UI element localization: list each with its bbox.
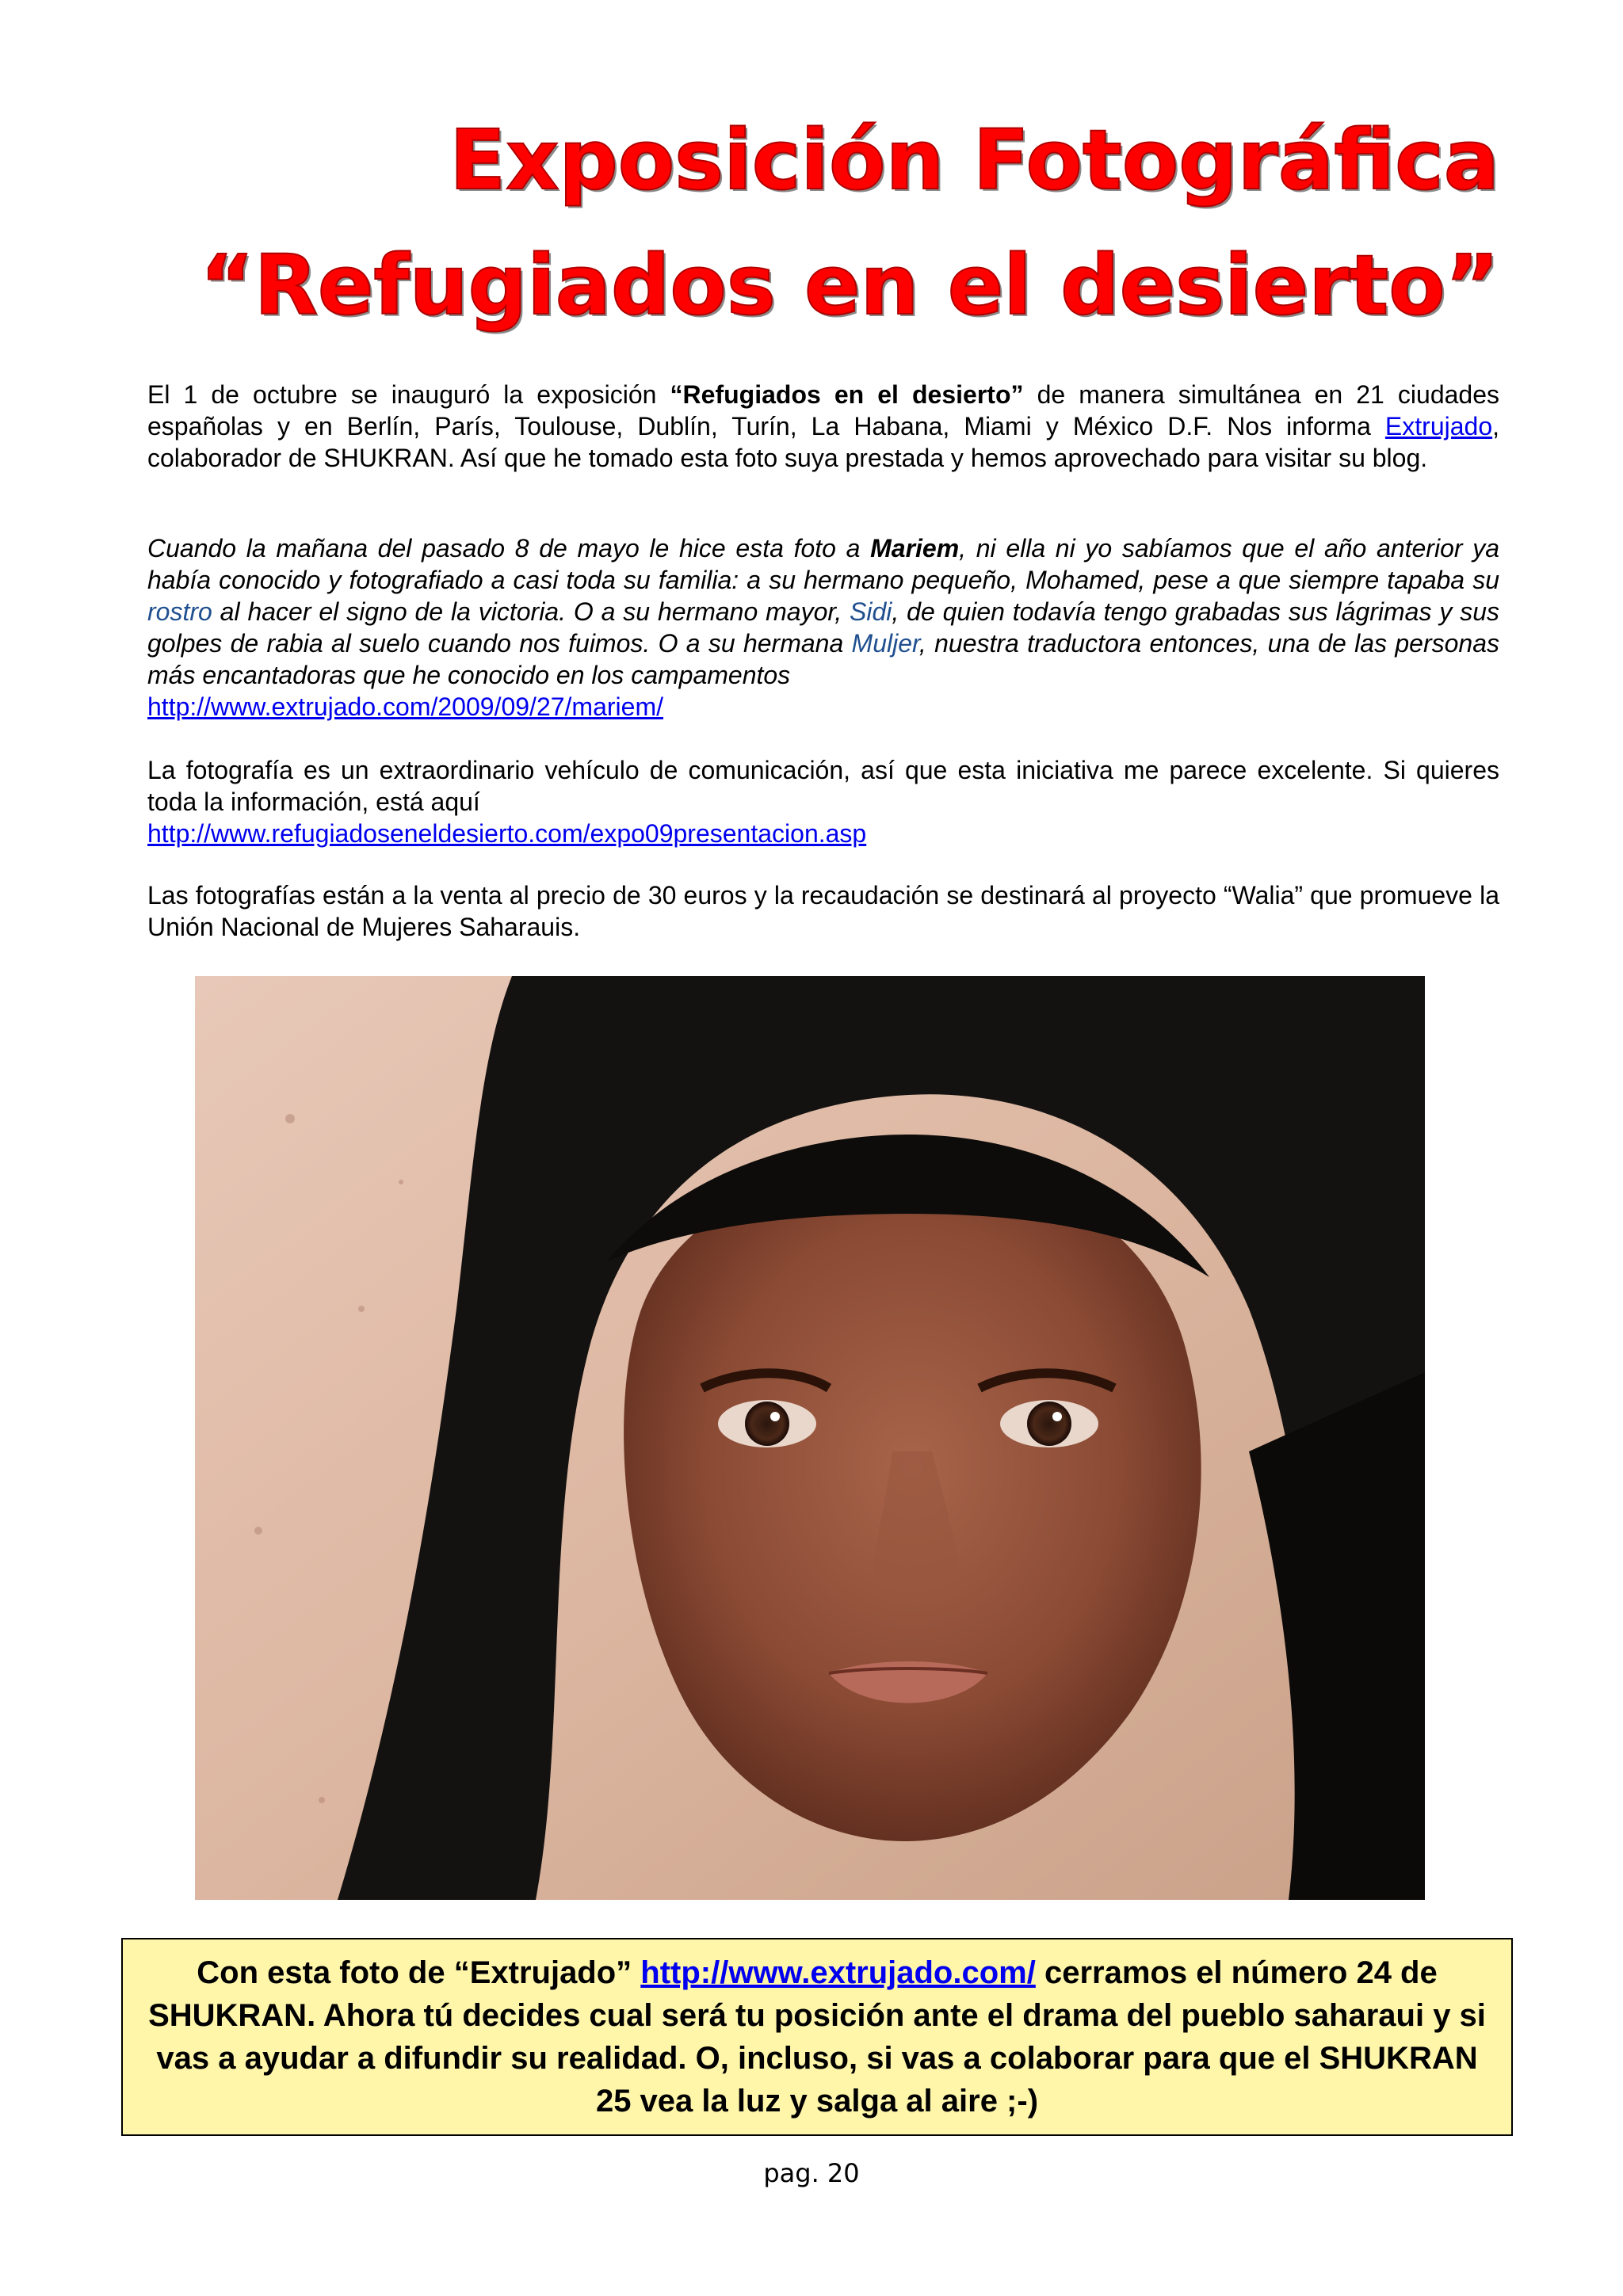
quote-text-e: , nuestra traductora entonces, una de las personas más encantadoras que he conocido en los campamentos — [147, 629, 1500, 689]
portrait-illustration — [195, 976, 1425, 1900]
intro-text-c: , colaborador de SHUKRAN. Así que he tomado esta foto suya prestada y hemos aprovechado para visitar su blog. — [147, 412, 1499, 472]
portrait-photo — [195, 976, 1425, 1900]
title-line-2: “Refugiados en el desierto” — [200, 237, 1499, 334]
closing-note-text — [136, 1951, 1499, 2122]
closing-text-b: cerramos el número 24 de SHUKRAN. Ahora tú decides cual será tu posición ante el drama del pueblo saharaui y si vas a ayudar a difundir su realidad. O, incluso, si vas a colaborar para que el SHUKRAN 25 vea la luz y salga al aire ;-) — [148, 1955, 1486, 2119]
exhibition-name: “Refugiados en el desierto” — [670, 380, 1024, 409]
info-paragraph: La fotografía es un extraordinario vehículo de comunicación, así que esta iniciativa me parece excelente. Si quieres toda la información, está aquí — [147, 756, 1499, 816]
page-number: pag. 20 — [763, 2158, 860, 2188]
expo-url-link[interactable]: http://www.refugiadoseneldesierto.com/expo09presentacion.asp — [147, 819, 867, 848]
mariem-url-link[interactable]: http://www.extrujado.com/2009/09/27/mariem/ — [147, 692, 663, 721]
intro-text-a: El 1 de octubre se inauguró la exposición — [147, 380, 670, 409]
title-line-1: Exposición Fotográfica — [449, 112, 1499, 208]
quote-text-a: Cuando la mañana del pasado 8 de mayo le hice esta foto a — [147, 534, 871, 563]
closing-note-box — [121, 1938, 1513, 2136]
quote-text-d: , de quien todavía tengo grabadas sus lágrimas y sus golpes de rabia al suelo cuando nos fuimos. O a su hermana — [147, 597, 1500, 658]
sidi-word: Sidi — [850, 597, 892, 626]
intro-paragraph — [147, 379, 1499, 474]
muljer-word: Muljer — [851, 629, 919, 658]
extrujado-link[interactable]: Extrujado — [1384, 412, 1493, 441]
extrujado-home-link[interactable]: http://www.extrujado.com/ — [640, 1955, 1036, 1990]
quote-text-c: al hacer el signo de la victoria. O a su hermano mayor, — [212, 597, 850, 626]
mariem-name: Mariem — [870, 534, 960, 563]
sale-paragraph: Las fotografías están a la venta al precio de 30 euros y la recaudación se destinará al proyecto “Walia” que promueve la Unión Nacional de Mujeres Saharauis. — [147, 881, 1499, 941]
quote-text-b: , ni ella ni yo sabíamos que el año anterior ya había conocido y fotografiado a casi toda su familia: a su hermano pequeño, Mohamed, pese a que siempre tapaba su — [147, 534, 1500, 594]
rostro-word: rostro — [147, 597, 212, 626]
closing-text-a: Con esta foto de “Extrujado” — [197, 1955, 641, 1990]
intro-text-b: de manera simultánea en 21 ciudades españolas y en Berlín, París, Toulouse, Dublín, Turín, La Habana, Miami y México D.F. Nos informa — [147, 380, 1500, 441]
quote-paragraph — [147, 532, 1499, 691]
